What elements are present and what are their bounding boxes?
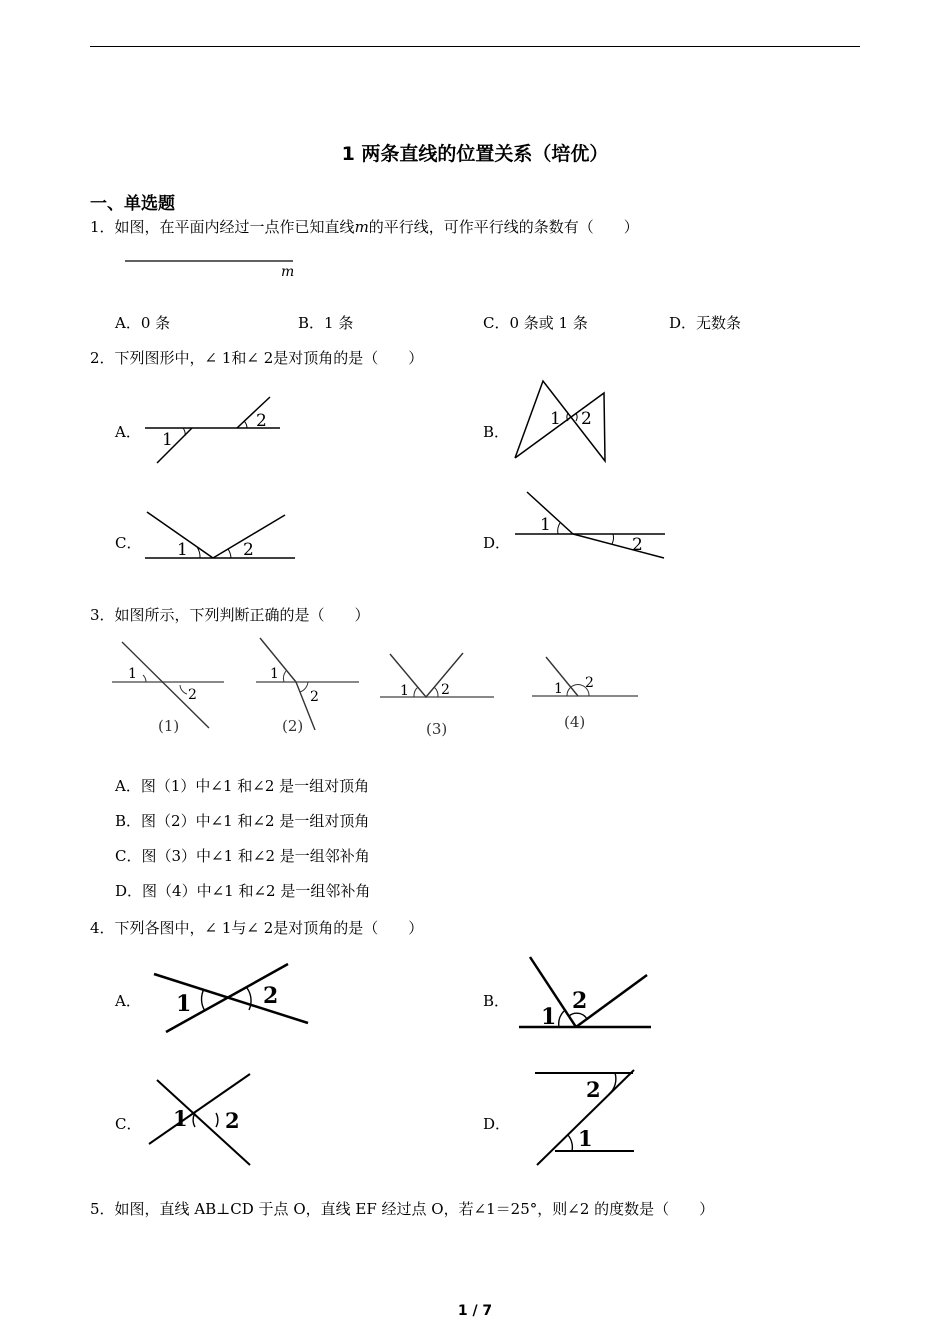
header-rule — [90, 46, 860, 47]
angle-2-label: 2 — [243, 540, 254, 560]
q3-figure-2 — [252, 635, 367, 740]
q2-figure-c — [140, 505, 300, 565]
angle-1-label: 1 — [578, 1126, 593, 1151]
q2-figure-d — [510, 488, 670, 563]
angle-1-label: 1 — [400, 683, 409, 699]
q1-figure — [115, 252, 305, 282]
question-variable: m — [354, 218, 369, 236]
question-number: 3． — [90, 606, 115, 624]
angle-2-label: 2 — [263, 983, 279, 1009]
question-text: 如图，直线 AB⊥CD 于点 O，直线 EF 经过点 O，若∠1＝25°，则∠2 的度数是（ ） — [114, 1200, 715, 1218]
q2-option-d[interactable]: D． — [483, 534, 511, 552]
angle-1-label: 1 — [550, 409, 561, 429]
q3-option-c[interactable]: C．图（3）中∠1 和∠2 是一组邻补角 — [115, 847, 370, 865]
angle-2-label: 2 — [585, 675, 594, 691]
q2-option-c[interactable]: C． — [115, 534, 142, 552]
question-1 — [90, 216, 639, 237]
q4-figure-b — [515, 952, 655, 1034]
angle-1-label: 1 — [177, 540, 188, 560]
question-text: 下列各图中，∠ 1与∠ 2是对顶角的是（ ） — [114, 919, 424, 937]
q3-figure-4 — [528, 650, 643, 740]
q3-figure-3 — [376, 645, 501, 745]
angle-2-label: 2 — [581, 409, 592, 429]
q1-option-d[interactable]: D．无数条 — [669, 314, 742, 332]
q3-figure-1 — [108, 635, 228, 740]
line-label: m — [281, 264, 295, 280]
angle-2-label: 2 — [441, 682, 450, 698]
angle-2-label: 2 — [310, 689, 319, 705]
angle-1-label: 1 — [554, 681, 563, 697]
q4-option-a[interactable]: A． — [115, 992, 141, 1010]
angle-2-label: 2 — [572, 988, 588, 1014]
q1-option-c[interactable]: C．0 条或 1 条 — [483, 314, 588, 332]
q4-option-c[interactable]: C． — [115, 1115, 142, 1133]
q4-figure-a — [148, 958, 313, 1038]
angle-1-label: 1 — [270, 666, 279, 682]
angle-1-label: 1 — [540, 515, 551, 535]
q4-option-d[interactable]: D． — [483, 1115, 511, 1133]
question-5 — [90, 1198, 714, 1219]
question-number: 5． — [90, 1200, 115, 1218]
q3-option-d[interactable]: D．图（4）中∠1 和∠2 是一组邻补角 — [115, 882, 371, 900]
section-heading: 一、单选题 — [90, 194, 175, 214]
q3-option-a[interactable]: A．图（1）中∠1 和∠2 是一组对顶角 — [115, 777, 370, 795]
angle-2-label: 2 — [188, 687, 197, 703]
figure-caption: (2) — [282, 717, 304, 735]
q2-option-b[interactable]: B． — [483, 423, 510, 441]
page-number: 1 / 7 — [457, 1303, 493, 1319]
angle-1-label: 1 — [173, 1106, 188, 1131]
question-number: 2． — [90, 349, 115, 367]
q2-figure-a — [140, 395, 290, 470]
angle-1-label: 1 — [128, 666, 137, 682]
question-3 — [90, 604, 370, 625]
question-4 — [90, 917, 423, 938]
page-title: 1 两条直线的位置关系（培优） — [341, 143, 609, 165]
q3-option-b[interactable]: B．图（2）中∠1 和∠2 是一组对顶角 — [115, 812, 370, 830]
angle-2-label: 2 — [586, 1077, 601, 1102]
question-text: 如图所示，下列判断正确的是（ ） — [114, 606, 370, 624]
q4-figure-d — [530, 1065, 640, 1170]
question-text: 如图，在平面内经过一点作已知直线 — [114, 218, 355, 236]
q2-figure-b — [510, 375, 615, 470]
q4-option-b[interactable]: B． — [483, 992, 510, 1010]
question-text: 下列图形中，∠ 1和∠ 2是对顶角的是（ ） — [114, 349, 424, 367]
question-text-end: 的平行线，可作平行线的条数有（ ） — [368, 218, 639, 236]
question-2 — [90, 347, 423, 368]
angle-2-label: 2 — [256, 411, 267, 431]
q2-option-a[interactable]: A． — [115, 423, 141, 441]
angle-2-label: 2 — [225, 1108, 240, 1133]
angle-1-label: 1 — [176, 991, 192, 1017]
angle-1-label: 1 — [541, 1004, 557, 1030]
question-number: 1． — [90, 218, 115, 236]
angle-2-label: 2 — [632, 535, 643, 555]
q4-figure-c — [145, 1070, 260, 1170]
q1-option-b[interactable]: B．1 条 — [298, 314, 354, 332]
q1-option-a[interactable]: A．0 条 — [115, 314, 171, 332]
figure-caption: (1) — [158, 717, 180, 735]
angle-1-label: 1 — [162, 430, 173, 450]
figure-caption: (3) — [426, 720, 448, 738]
question-number: 4． — [90, 919, 115, 937]
figure-caption: (4) — [564, 713, 586, 731]
